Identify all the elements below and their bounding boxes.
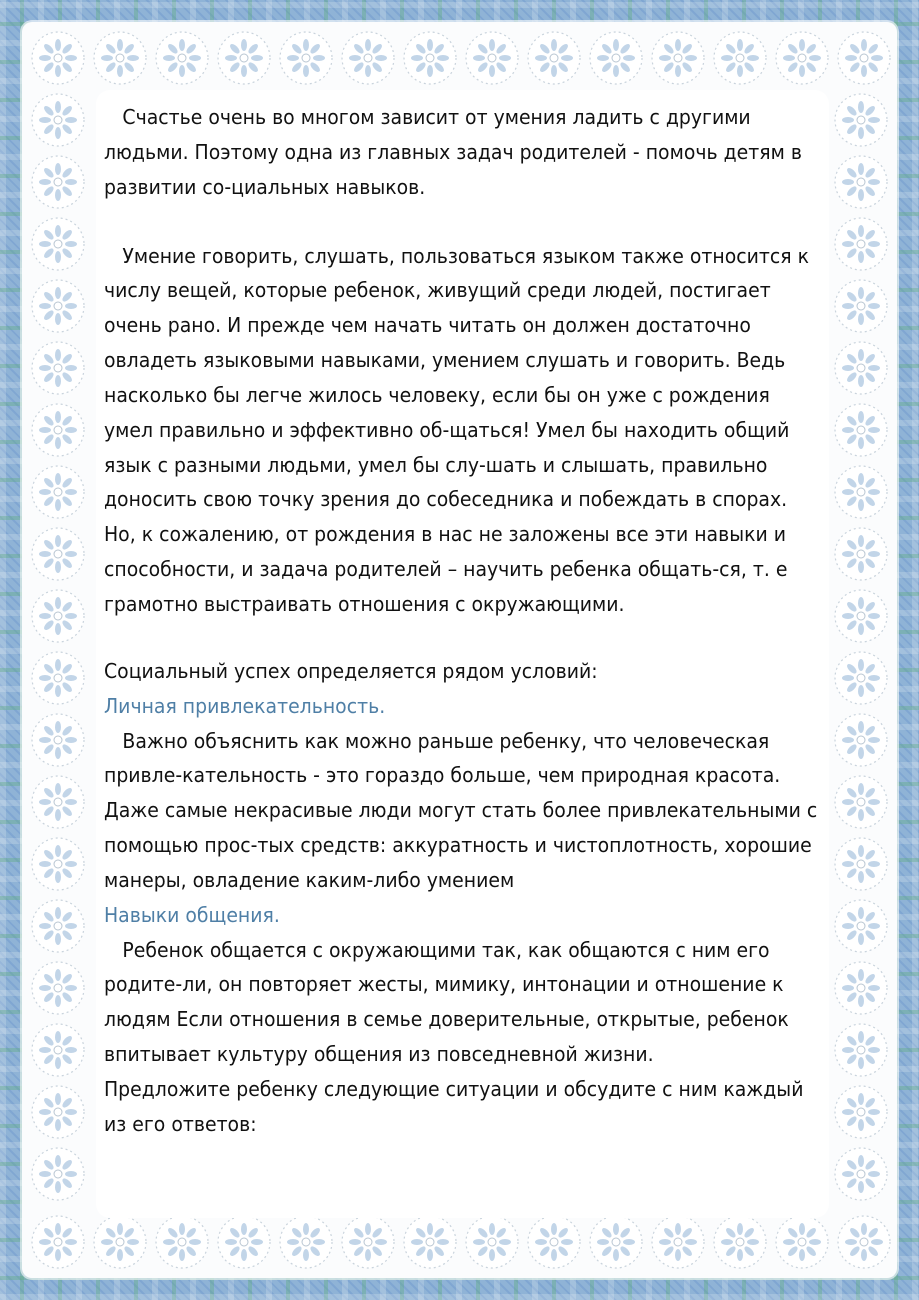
lace-flower xyxy=(714,1216,766,1268)
paragraph-attractiveness: Важно объяснить как можно раньше ребенку, что человеческая привле-кательность - это гораздо больше, чем природная красота. Даже самые некрасивые люди могут стать более привлекательными с помощью прос-тых средств: аккуратность и чистоплотность, хорошие манеры, овладение каким-либо умением xyxy=(104,728,818,892)
lace-flower xyxy=(652,1216,704,1268)
social-success-intro: Социальный успех определяется рядом условий: xyxy=(104,658,598,683)
paragraph-suggest-situations: Предложите ребенку следующие ситуации и обсудите с ним каждый из его ответов: xyxy=(104,1076,804,1136)
lace-flower xyxy=(652,32,704,84)
lace-flower xyxy=(32,714,84,766)
lace-flower xyxy=(32,342,84,394)
lace-flower xyxy=(776,32,828,84)
lace-flower xyxy=(32,218,84,270)
lace-flower xyxy=(835,776,887,828)
lace-flower xyxy=(32,1216,84,1268)
lace-flower xyxy=(32,590,84,642)
document-body xyxy=(104,100,822,1142)
lace-flower xyxy=(590,1216,642,1268)
heading-communication-skills: Навыки общения. xyxy=(104,902,280,927)
lace-flower xyxy=(835,900,887,952)
lace-flower xyxy=(156,1216,208,1268)
lace-flower xyxy=(776,1216,828,1268)
lace-flower xyxy=(32,1024,84,1076)
lace-flower xyxy=(32,156,84,208)
lace-flower xyxy=(32,1148,84,1200)
paragraph-speaking-skills: Умение говорить, слушать, пользоваться языком также относится к числу вещей, которые ребенок, живущий среди людей, постигает очень рано. И прежде чем начать читать он должен достаточно овладеть языковыми навыками, умением слушать и говорить. Ведь насколько бы легче жилось человеку, если бы он уже с рождения умел правильно и эффективно об-щаться! Умел бы находить общий язык с разными людьми, умел бы слу-шать и слышать, правильно доносить свою точку зрения до собеседника и побеждать в спорах. Но, к сожалению, от рождения в нас не заложены все эти навыки и способности, и задача родителей – научить ребенка общать-ся, т. е грамотно выстраивать отношения с окружающими. xyxy=(104,243,809,616)
lace-flower xyxy=(835,280,887,332)
lace-flower xyxy=(32,652,84,704)
lace-flower xyxy=(280,1216,332,1268)
lace-flower xyxy=(32,528,84,580)
lace-flower xyxy=(835,1148,887,1200)
lace-flower xyxy=(835,94,887,146)
lace-flower xyxy=(94,1216,146,1268)
lace-flower xyxy=(404,1216,456,1268)
lace-flower xyxy=(835,156,887,208)
lace-flower xyxy=(838,1216,890,1268)
lace-flower xyxy=(466,1216,518,1268)
paragraph-intro: Счастье очень во многом зависит от умения ладить с другими людьми. Поэтому одна из главных задач родителей - помочь детям в развитии со-циальных навыков. xyxy=(104,105,802,199)
lace-flower xyxy=(835,1086,887,1138)
lace-flower xyxy=(32,962,84,1014)
lace-flower xyxy=(32,94,84,146)
lace-flower xyxy=(835,652,887,704)
lace-flower xyxy=(838,32,890,84)
lace-flower xyxy=(466,32,518,84)
lace-flower xyxy=(342,1216,394,1268)
lace-flower xyxy=(835,528,887,580)
lace-flower xyxy=(218,32,270,84)
lace-flower xyxy=(32,280,84,332)
lace-flower xyxy=(835,342,887,394)
lace-flower xyxy=(32,900,84,952)
lace-flower xyxy=(32,404,84,456)
lace-flower xyxy=(218,1216,270,1268)
lace-flower xyxy=(528,1216,580,1268)
lace-flower xyxy=(404,32,456,84)
lace-flower xyxy=(32,1086,84,1138)
lace-flower xyxy=(32,32,84,84)
lace-flower xyxy=(280,32,332,84)
lace-flower xyxy=(342,32,394,84)
lace-flower xyxy=(156,32,208,84)
lace-flower xyxy=(32,838,84,890)
lace-flower xyxy=(835,838,887,890)
lace-flower xyxy=(835,218,887,270)
heading-personal-attractiveness: Личная привлекательность. xyxy=(104,693,386,718)
lace-flower xyxy=(714,32,766,84)
lace-flower xyxy=(528,32,580,84)
lace-flower xyxy=(835,1024,887,1076)
lace-flower xyxy=(835,466,887,518)
paragraph-communication: Ребенок общается с окружающими так, как общаются с ним его родите-ли, он повторяет жесты, мимику, интонации и отношение к людям Если отношения в семье доверительные, открытые, ребенок впитывает культуру общения из повседневной жизни. xyxy=(104,937,789,1067)
lace-flower xyxy=(835,404,887,456)
lace-flower xyxy=(32,466,84,518)
lace-flower xyxy=(835,962,887,1014)
lace-flower xyxy=(835,590,887,642)
lace-flower xyxy=(32,776,84,828)
lace-flower xyxy=(835,714,887,766)
lace-flower xyxy=(590,32,642,84)
lace-flower xyxy=(94,32,146,84)
